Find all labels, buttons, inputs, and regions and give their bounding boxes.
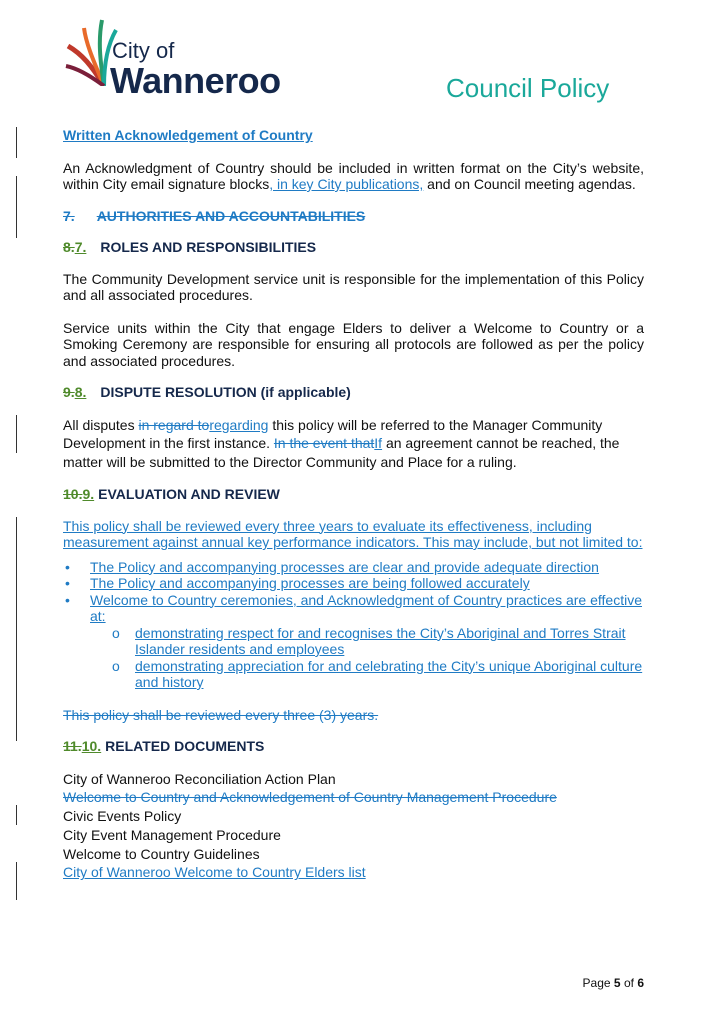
change-bar bbox=[16, 415, 17, 453]
change-bar bbox=[16, 805, 17, 825]
old-section-number: 10. bbox=[63, 486, 83, 502]
roles-paragraph-1: The Community Development service unit is responsible for the implementation of this Policy and all associated procedures. bbox=[63, 270, 644, 303]
ack-heading: Written Acknowledgement of Country bbox=[63, 127, 313, 143]
dispute-text-b: this policy will be referred to the Manager Community Development in the first instance. bbox=[63, 416, 603, 451]
deleted-text: in regard to bbox=[138, 416, 210, 433]
old-section-number: 9. bbox=[63, 384, 75, 400]
logo-text-line1: City of bbox=[112, 38, 175, 63]
sub-bullet-text: demonstrating appreciation for and celebrating the City’s unique Aboriginal culture and history bbox=[135, 657, 643, 690]
bullet-icon: • bbox=[65, 575, 70, 591]
deleted-text: In the event that bbox=[273, 435, 375, 451]
ack-paragraph bbox=[63, 160, 644, 193]
list-item bbox=[63, 559, 644, 576]
change-bar bbox=[16, 127, 17, 158]
list-item: Welcome to Country Guidelines bbox=[63, 845, 260, 862]
list-item: City of Wanneroo Welcome to Country Elders list bbox=[63, 864, 366, 881]
change-bar bbox=[16, 517, 17, 741]
bullet-text: The Policy and accompanying processes are clear and provide adequate direction bbox=[90, 558, 599, 575]
section-authorities-heading bbox=[63, 208, 644, 225]
inserted-text: regarding bbox=[209, 416, 269, 433]
list-item bbox=[63, 575, 644, 592]
list-item bbox=[63, 592, 644, 625]
new-section-number: 10. bbox=[81, 738, 102, 754]
circle-bullet-icon: o bbox=[112, 657, 120, 674]
list-item: Civic Events Policy bbox=[63, 808, 182, 825]
dispute-text-c: an agreement cannot be reached, the matter will be submitted to the Director Community and Place for a ruling. bbox=[63, 435, 620, 470]
section-number: 7. bbox=[63, 207, 75, 224]
bullet-text: The Policy and accompanying processes are being followed accurately bbox=[90, 575, 530, 591]
new-section-number: 9. bbox=[82, 486, 95, 502]
sub-bullet-text: demonstrating respect for and recognises the City’s Aboriginal and Torres Strait Islander residents and employees bbox=[135, 624, 626, 657]
section-roles-heading bbox=[63, 239, 644, 256]
ack-inserted-text: , in key City publications, bbox=[269, 176, 424, 192]
new-section-number: 7. bbox=[74, 239, 87, 255]
ack-text-b: and on Council meeting agendas. bbox=[423, 176, 636, 192]
section-title: AUTHORITIES AND ACCOUNTABILITIES bbox=[96, 207, 366, 224]
eval-bullet-list bbox=[63, 559, 644, 625]
section-title: ROLES AND RESPONSIBILITIES bbox=[100, 239, 317, 255]
circle-bullet-icon: o bbox=[112, 624, 120, 641]
logo-text-line2: Wanneroo bbox=[110, 60, 281, 101]
ack-text-a: An Acknowledgment of Country should be included in written format on the City’s website, within City email signature blocks bbox=[63, 159, 644, 192]
inserted-text: If bbox=[374, 435, 383, 451]
dispute-text-a: All disputes bbox=[63, 416, 139, 433]
change-bar bbox=[16, 176, 17, 238]
list-item: Welcome to Country and Acknowledgement of Country Management Procedure bbox=[63, 789, 557, 806]
document-body bbox=[63, 127, 644, 882]
old-section-number: 11. bbox=[63, 738, 82, 754]
dispute-paragraph bbox=[63, 416, 644, 472]
page-number: 5 bbox=[613, 976, 621, 990]
list-item bbox=[63, 658, 644, 691]
eval-sub-bullet-list bbox=[63, 625, 644, 691]
roles-paragraph-2: Service units within the City that engage Elders to deliver a Welcome to Country or a Smoking Ceremony are responsible for ensuring all protocols are followed as per the policy and associated procedures. bbox=[63, 319, 644, 369]
page-footer bbox=[583, 976, 644, 990]
page-label: Page bbox=[582, 976, 611, 990]
change-bar bbox=[16, 862, 17, 900]
section-related-heading bbox=[63, 738, 644, 755]
section-title: EVALUATION AND REVIEW bbox=[98, 486, 280, 502]
bullet-text: Welcome to Country ceremonies, and Acknowledgment of Country practices are effective at: bbox=[90, 591, 642, 624]
eval-deleted-line: This policy shall be reviewed every three (3) years. bbox=[63, 706, 379, 723]
list-item: City Event Management Procedure bbox=[63, 826, 281, 843]
of-label: of bbox=[623, 976, 634, 990]
old-section-number: 8. bbox=[63, 239, 75, 255]
bullet-icon: • bbox=[65, 558, 70, 575]
city-logo bbox=[64, 16, 294, 104]
bullet-icon: • bbox=[65, 591, 70, 608]
related-docs-list bbox=[63, 770, 644, 883]
list-item: City of Wanneroo Reconciliation Action Plan bbox=[63, 770, 336, 787]
page-total: 6 bbox=[637, 976, 644, 990]
new-section-number: 8. bbox=[74, 384, 87, 400]
section-eval-heading bbox=[63, 486, 644, 503]
policy-title: Council Policy bbox=[446, 73, 610, 103]
section-dispute-heading bbox=[63, 384, 644, 401]
section-title: DISPUTE RESOLUTION (if applicable) bbox=[100, 384, 351, 400]
section-title: RELATED DOCUMENTS bbox=[105, 738, 265, 754]
eval-intro: This policy shall be reviewed every three years to evaluate its effectiveness, including measurement against annual key performance indicators. This may include, but not limited to: bbox=[63, 517, 643, 550]
list-item bbox=[63, 625, 644, 658]
